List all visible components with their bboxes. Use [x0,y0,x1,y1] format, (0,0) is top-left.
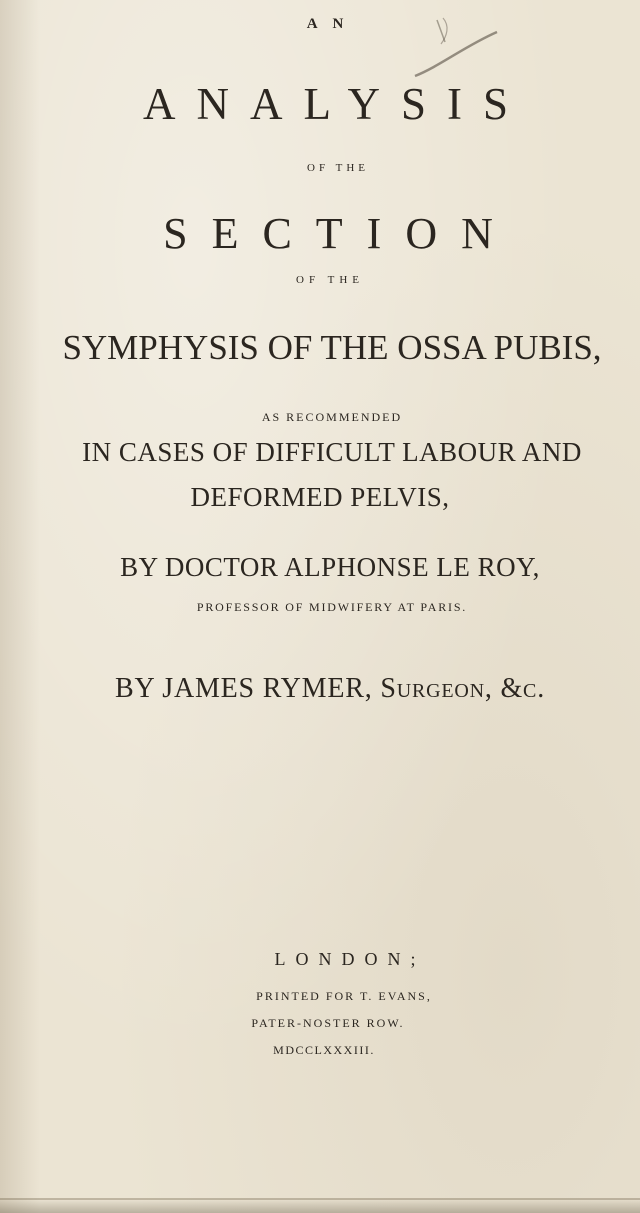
of-the-line-2: OF THE [296,274,364,286]
as-recommended-line: AS RECOMMENDED [261,410,403,424]
doctor-le-roy-line: BY DOCTOR ALPHONSE LE ROY, [120,552,540,582]
title-section: SECTION [163,209,517,258]
difficult-labour-line: IN CASES OF DIFFICULT LABOUR AND [82,437,582,467]
title-analysis: ANALYSIS [142,79,529,129]
article-an: A N [306,16,350,32]
subject-symphysis: SYMPHYSIS OF THE OSSA PUBIS, [62,328,602,367]
of-the-line-1: OF THE [307,162,369,174]
imprint-place: LONDON; [274,949,426,969]
imprint-printer: PRINTED FOR T. EVANS, [256,989,432,1003]
author-name: BY JAMES RYMER, [114,673,373,704]
author-line [0,673,640,705]
imprint-address: PATER-NOSTER ROW. [251,1016,405,1030]
imprint-year: MDCCLXXXIII. [273,1043,375,1057]
deformed-pelvis-line: DEFORMED PELVIS, [190,482,450,512]
professor-line: PROFESSOR OF MIDWIFERY AT PARIS. [196,600,468,614]
author-title: Surgeon, &c. [380,673,545,704]
page-bottom-edge [0,1198,640,1200]
